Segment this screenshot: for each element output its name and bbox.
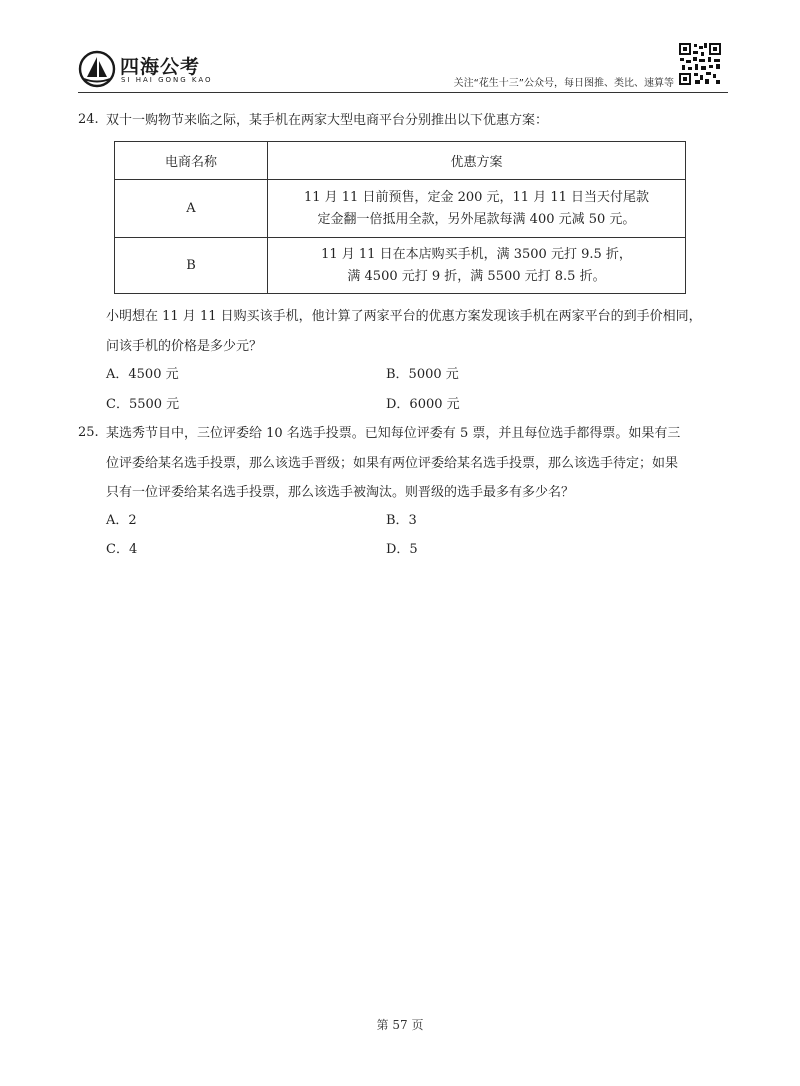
question-24-text-line: 小明想在 11 月 11 日购买该手机，他计算了两家平台的优惠方案发现该手机在两家平台的到手价相同， (106, 309, 702, 324)
plan-line: 11 月 11 日在本店购买手机，满 3500 元打 9.5 折， (321, 246, 632, 262)
option-c[interactable]: C．5500 元 (106, 397, 180, 412)
question-24-text-line: 问该手机的价格是多少元？ (106, 339, 263, 354)
plan-line: 满 4500 元打 9 折，满 5500 元打 8.5 折。 (347, 268, 606, 284)
option-b[interactable]: B．3 (386, 513, 417, 528)
table-row (115, 238, 686, 294)
question-24-stem: 双十一购物节来临之际，某手机在两家大型电商平台分别推出以下优惠方案： (106, 113, 549, 128)
logo (78, 50, 228, 90)
platform-name-cell: B (115, 238, 268, 294)
option-b[interactable]: B．5000 元 (386, 367, 459, 382)
offer-plan-cell (268, 180, 686, 238)
option-d[interactable]: D．6000 元 (386, 397, 460, 412)
question-25-text-line: 某选秀节目中，三位评委给 10 名选手投票。已知每位评委有 5 票，并且每位选手都得票。如果有三 (106, 426, 681, 441)
question-25-text-line: 位评委给某名选手投票，那么该选手晋级；如果有两位评委给某名选手投票，那么该选手待定；如果 (106, 456, 679, 471)
table-header-cell: 电商名称 (115, 142, 268, 180)
table-header-row (115, 142, 686, 180)
plan-line: 11 月 11 日前预售，定金 200 元，11 月 11 日当天付尾款 (303, 189, 650, 205)
table-header-cell: 优惠方案 (268, 142, 686, 180)
option-a[interactable]: A．2 (106, 513, 137, 528)
header-divider (78, 92, 728, 93)
logo-subtext: SI HAI GONG KAO (121, 76, 213, 84)
plan-line: 定金翻一倍抵用全款，另外尾款每满 400 元减 50 元。 (317, 211, 636, 227)
question-24-number: 24. (78, 112, 99, 127)
qr-code-icon (678, 42, 722, 86)
table-row (115, 180, 686, 238)
sailboat-logo-icon (78, 50, 116, 88)
page-number: 第 57 页 (376, 1018, 424, 1032)
question-25-text-line: 只有一位评委给某名选手投票，那么该选手被淘汰。则晋级的选手最多有多少名？ (106, 485, 575, 500)
platform-name-cell: A (115, 180, 268, 238)
header-slogan: 关注“花生十三”公众号，每日图推、类比、速算等 (453, 78, 674, 89)
option-c[interactable]: C．4 (106, 542, 138, 557)
question-25-number: 25. (78, 425, 99, 440)
offer-plan-cell (268, 238, 686, 294)
offer-table (114, 141, 686, 294)
option-a[interactable]: A．4500 元 (106, 367, 179, 382)
logo-text: 四海公考 (120, 56, 201, 78)
page-header (0, 0, 800, 100)
option-d[interactable]: D．5 (386, 542, 418, 557)
